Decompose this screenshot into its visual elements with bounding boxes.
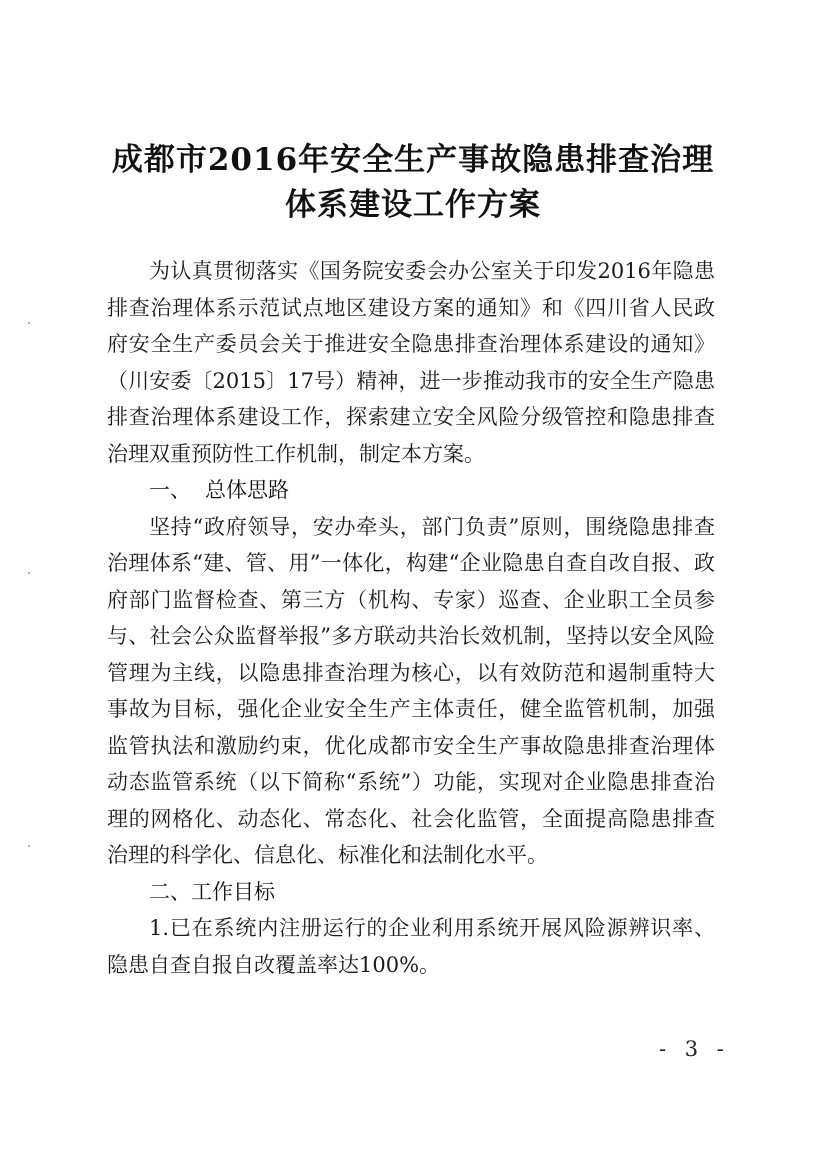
intro-paragraph: 为认真贯彻落实《国务院安委会办公室关于印发2016年隐患排查治理体系示范试点地区建设方案的通知》和《四川省人民政府安全生产委员会关于推进安全隐患排查治理体系建设的通知》（川安委〔2015〕17号）精神，进一步推动我市的安全生产隐患排查治理体系建设工作，探索建立安全风险分级管控和隐患排查治理双重预防性工作机制，制定本方案。 (107, 259, 715, 466)
document-title-line-2: 体系建设工作方案 (285, 187, 541, 223)
scan-speck (28, 845, 30, 847)
section-title-1: 总体思路 (205, 478, 289, 502)
page-number: - 3 - (659, 1037, 730, 1061)
section-number-2: 二、 (149, 879, 191, 904)
section-heading-1 (107, 472, 715, 509)
section-title-2: 工作目标 (191, 879, 275, 904)
section-paragraph-2: 1.已在系统内注册运行的企业利用系统开展风险源辨识率、隐患自查自报自改覆盖率达100%。 (107, 916, 715, 977)
scan-speck (28, 572, 30, 574)
document-body (107, 253, 715, 983)
scan-speck (28, 322, 30, 324)
section-paragraph-1: 坚持“政府领导，安办牵头，部门负责”原则，围绕隐患排查治理体系“建、管、用”一体化，构建“企业隐患自查自改自报、政府部门监督检查、第三方（机构、专家）巡查、企业职工全员参与、社会公众监督举报”多方联动共治长效机制，坚持以安全风险管理为主线，以隐患排查治理为核心，以有效防范和遏制重特大事故为目标，强化企业安全生产主体责任，健全监管机制，加强监管执法和激励约束，优化成都市安全生产事故隐患排查治理体动态监管系统（以下简称“系统”）功能，实现对企业隐患排查治理的网格化、动态化、常态化、社会化监管，全面提高隐患排查治理的科学化、信息化、标准化和法制化水平。 (107, 514, 715, 867)
document-title-line-1: 成都市2016年安全生产事故隐患排查治理 (111, 142, 715, 178)
section-heading-2 (107, 874, 715, 911)
section-number-1: 一、 (149, 478, 191, 502)
